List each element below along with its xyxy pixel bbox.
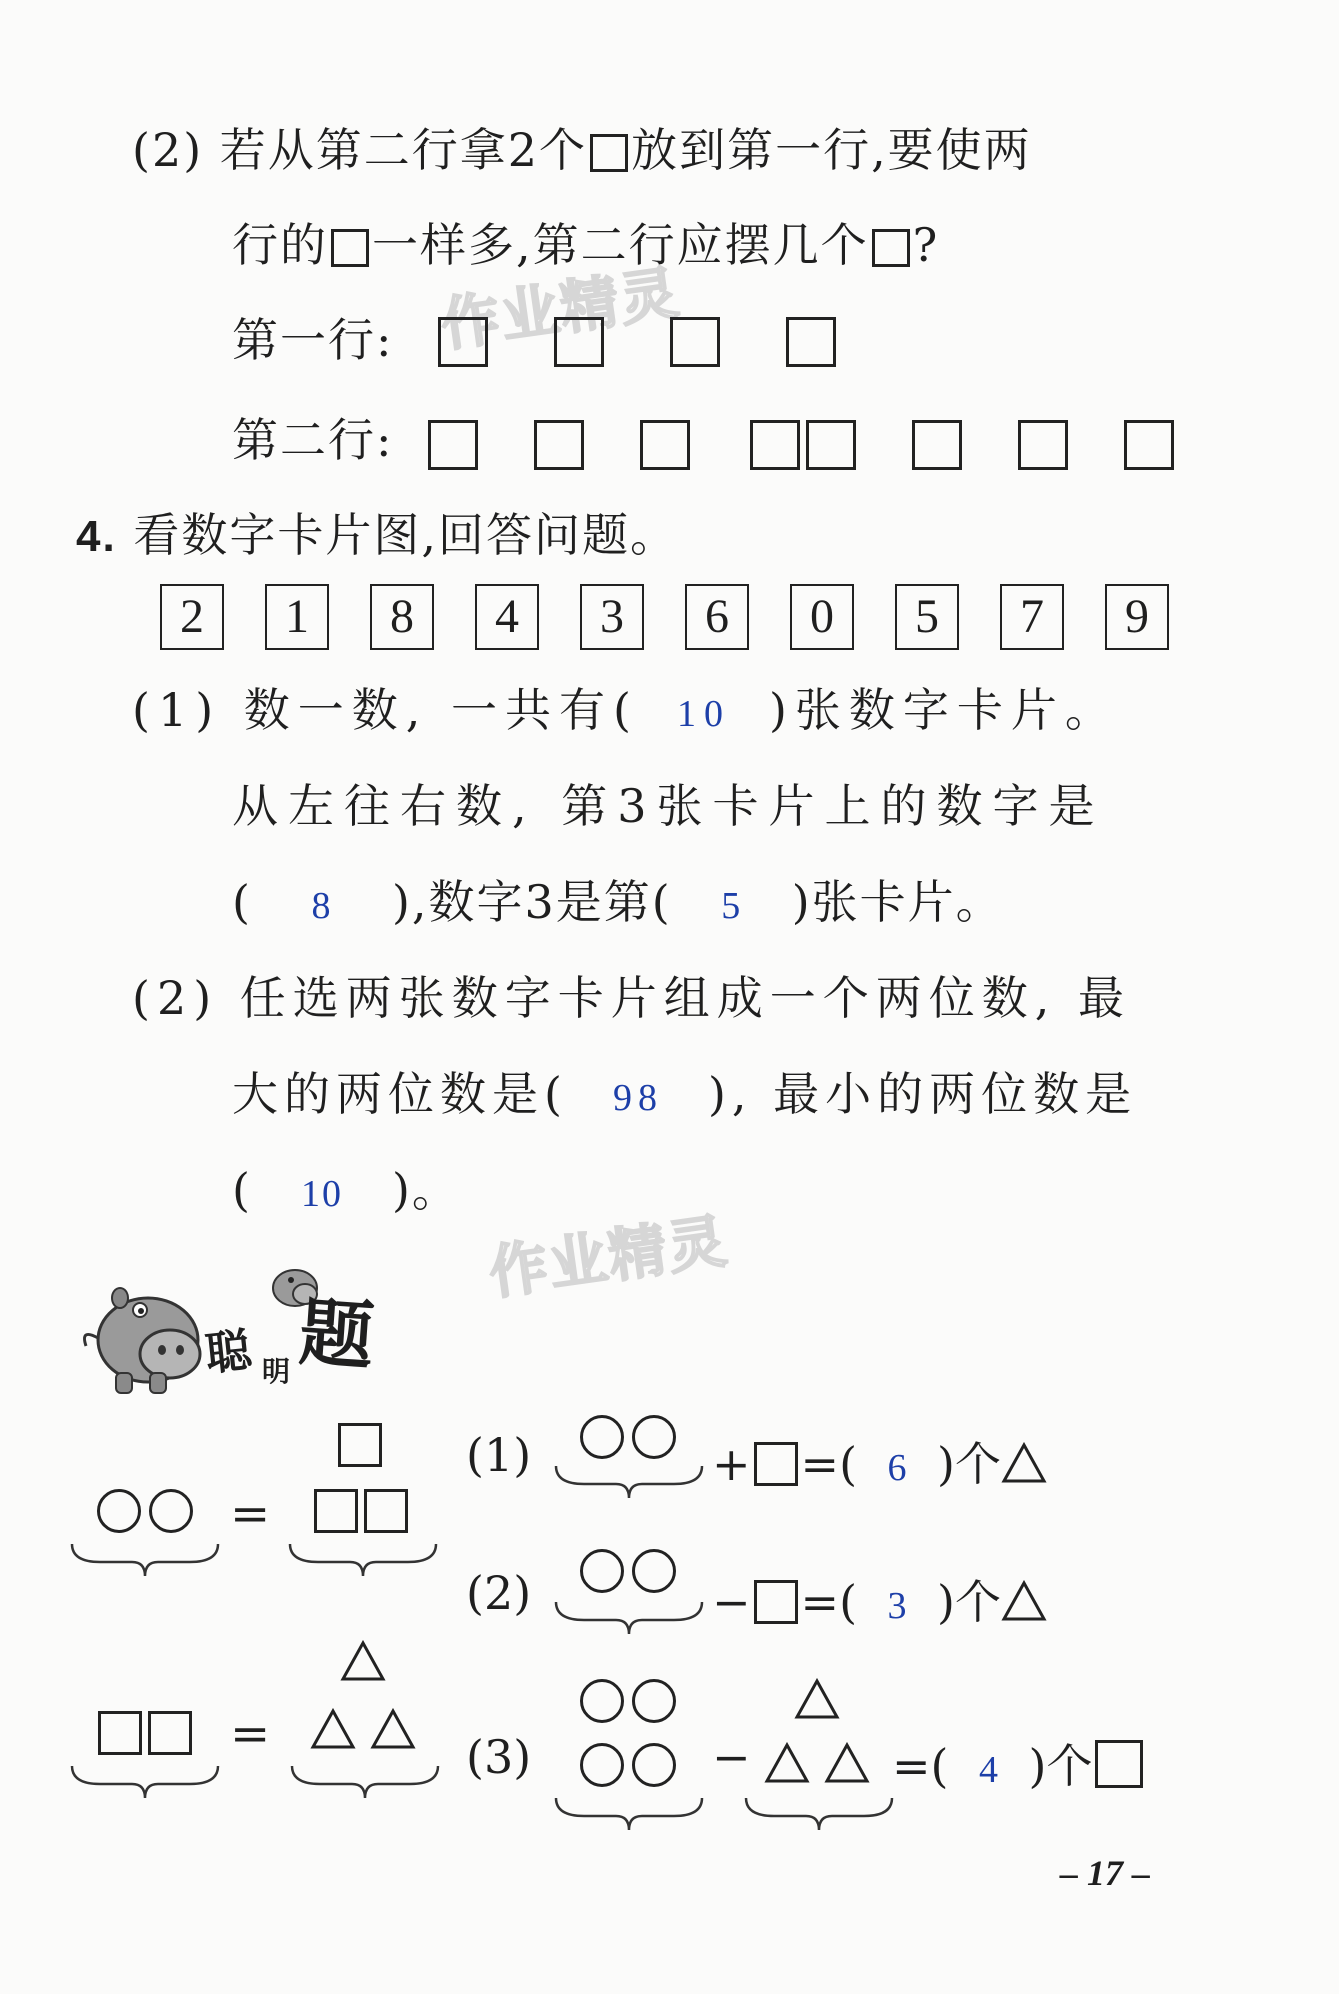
circle-icon [580, 1549, 624, 1593]
square-icon [872, 229, 910, 267]
brace-icon [70, 1540, 220, 1580]
circle-icon [632, 1679, 676, 1723]
watermark: 作业精灵 [485, 1208, 733, 1307]
answer: 98 [612, 1077, 663, 1119]
number-card: 1 [265, 584, 329, 650]
circle-icon [632, 1549, 676, 1593]
answer: 10 [300, 1173, 343, 1215]
q4-p1-line2: 从左往右数, 第3张卡片上的数字是 [232, 779, 1105, 833]
question-number: 4. [76, 512, 117, 561]
hippo-icon [70, 1268, 210, 1398]
square-icon [534, 420, 584, 470]
q4-text: ),数字3是第( [391, 875, 672, 929]
square-icon [640, 420, 690, 470]
q3-text: 行的 [232, 218, 328, 272]
q4-text: (1) 数一数, 一共有( [132, 683, 639, 737]
q4-p2-line2 [232, 1064, 1137, 1128]
brace-icon [744, 1794, 894, 1834]
square-icon [554, 317, 604, 367]
square-icon [806, 420, 856, 470]
triangle-icon [340, 1640, 386, 1682]
number-card: 7 [1000, 584, 1064, 650]
minus-sign: − [712, 1575, 751, 1629]
square-icon [912, 420, 962, 470]
p1-expression [712, 1428, 1047, 1494]
q3-text: 一样多,第二行应摆几个 [372, 218, 869, 272]
unit-text: )个 [937, 1575, 1001, 1629]
number-card: 4 [475, 584, 539, 650]
answer: 3 [887, 1585, 907, 1627]
p2-circles [565, 1546, 690, 1596]
square-icon [1124, 420, 1174, 470]
smart-p2-label: (2) [466, 1566, 532, 1620]
equals-paren: =( [800, 1575, 858, 1629]
unit-text: )个 [1028, 1739, 1093, 1793]
square-icon [754, 1442, 798, 1486]
number-card: 8 [370, 584, 434, 650]
minus-sign: − [712, 1730, 751, 1784]
circle-icon [580, 1679, 624, 1723]
square-icon [754, 1580, 798, 1624]
number-card: 5 [895, 584, 959, 650]
square-icon [314, 1489, 358, 1533]
triangle-icon [794, 1678, 840, 1720]
square-icon [331, 229, 369, 267]
triangle-icon [1001, 1580, 1047, 1622]
brace-icon [70, 1762, 220, 1802]
square-icon [750, 420, 800, 470]
brace-icon [554, 1598, 704, 1638]
number-card: 3 [580, 584, 644, 650]
eq2-squares [80, 1708, 210, 1758]
q4-p2-line1: (2) 任选两张数字卡片组成一个两位数, 最 [132, 971, 1132, 1025]
answer: 6 [887, 1447, 907, 1489]
answer: 5 [721, 885, 743, 927]
equals-paren: =( [800, 1437, 858, 1491]
number-card: 6 [685, 584, 749, 650]
triangle-icon [764, 1742, 810, 1784]
q4-text: 大的两位数是( [232, 1067, 568, 1121]
circle-icon [632, 1415, 676, 1459]
answer: 8 [311, 885, 333, 927]
q4-p2-line3 [232, 1160, 460, 1224]
p1-circles [565, 1412, 690, 1462]
brace-icon [554, 1794, 704, 1834]
unit-text: )个 [937, 1437, 1001, 1491]
eq1-top-square [300, 1420, 420, 1470]
answer: 4 [979, 1749, 998, 1791]
smart-title-char-3: 题 [296, 1289, 377, 1381]
question-title: 看数字卡片图,回答问题。 [133, 508, 678, 562]
smart-title-char-1: 聪 [202, 1322, 255, 1382]
number-card: 0 [790, 584, 854, 650]
square-icon [148, 1711, 192, 1755]
square-icon [364, 1489, 408, 1533]
q4-title [76, 505, 678, 567]
brace-icon [554, 1462, 704, 1502]
p3-circles-bottom [565, 1740, 690, 1790]
q4-text: )张数字卡片。 [768, 683, 1119, 737]
square-icon [786, 317, 836, 367]
number-card: 9 [1105, 584, 1169, 650]
square-icon [590, 134, 628, 172]
q3-part2-line2 [232, 215, 939, 275]
q4-text: ), 最小的两位数是 [707, 1067, 1138, 1121]
smart-p3-label: (3) [466, 1730, 532, 1784]
square-icon [98, 1711, 142, 1755]
page-number: – 17 – [1060, 1853, 1150, 1893]
q4-p1-line3 [232, 872, 1004, 936]
q3-text: 放到第一行,要使两 [631, 123, 1032, 177]
q4-text: ( [232, 1163, 252, 1217]
square-icon [428, 420, 478, 470]
q4-text: ( [232, 875, 252, 929]
q4-text: )。 [391, 1163, 460, 1217]
p2-expression [712, 1566, 1047, 1632]
q3-text: (2) 若从第二行拿2个 [132, 123, 588, 177]
row2-squares [428, 420, 1174, 470]
smart-title-char-2: 明 [262, 1355, 291, 1388]
eq1-circles [80, 1486, 210, 1536]
q4-text: )张卡片。 [791, 875, 1004, 929]
triangle-icon [310, 1708, 356, 1750]
triangle-icon [370, 1708, 416, 1750]
q4-p1-line1 [132, 680, 1119, 744]
row1-label: 第一行: [232, 313, 394, 367]
square-icon [438, 317, 488, 367]
brace-icon [290, 1762, 440, 1802]
square-icon [338, 1423, 382, 1467]
circle-icon [632, 1743, 676, 1787]
q3-text: ? [912, 218, 940, 272]
circle-icon [580, 1415, 624, 1459]
watermark: 作业精灵 [437, 260, 685, 359]
row1-squares [438, 317, 836, 367]
circle-icon [580, 1743, 624, 1787]
triangle-icon [824, 1742, 870, 1784]
answer: 10 [676, 693, 731, 735]
smart-p1-label: (1) [466, 1428, 532, 1482]
p3-circles-top [565, 1676, 690, 1726]
p3-result [892, 1730, 1146, 1796]
square-icon [1095, 1740, 1143, 1788]
square-icon [1018, 420, 1068, 470]
eq1-bottom-squares [296, 1486, 426, 1536]
circle-icon [97, 1489, 141, 1533]
equals-sign: = [230, 1486, 271, 1542]
equals-sign: = [230, 1706, 271, 1762]
q3-part2-line1 [132, 120, 1032, 180]
plus-sign: + [712, 1437, 751, 1491]
triangle-icon [1001, 1442, 1047, 1484]
circle-icon [149, 1489, 193, 1533]
brace-icon [288, 1540, 438, 1580]
row2-label: 第二行: [232, 413, 394, 467]
equals-paren: =( [892, 1739, 949, 1793]
square-icon [670, 317, 720, 367]
number-card: 2 [160, 584, 224, 650]
